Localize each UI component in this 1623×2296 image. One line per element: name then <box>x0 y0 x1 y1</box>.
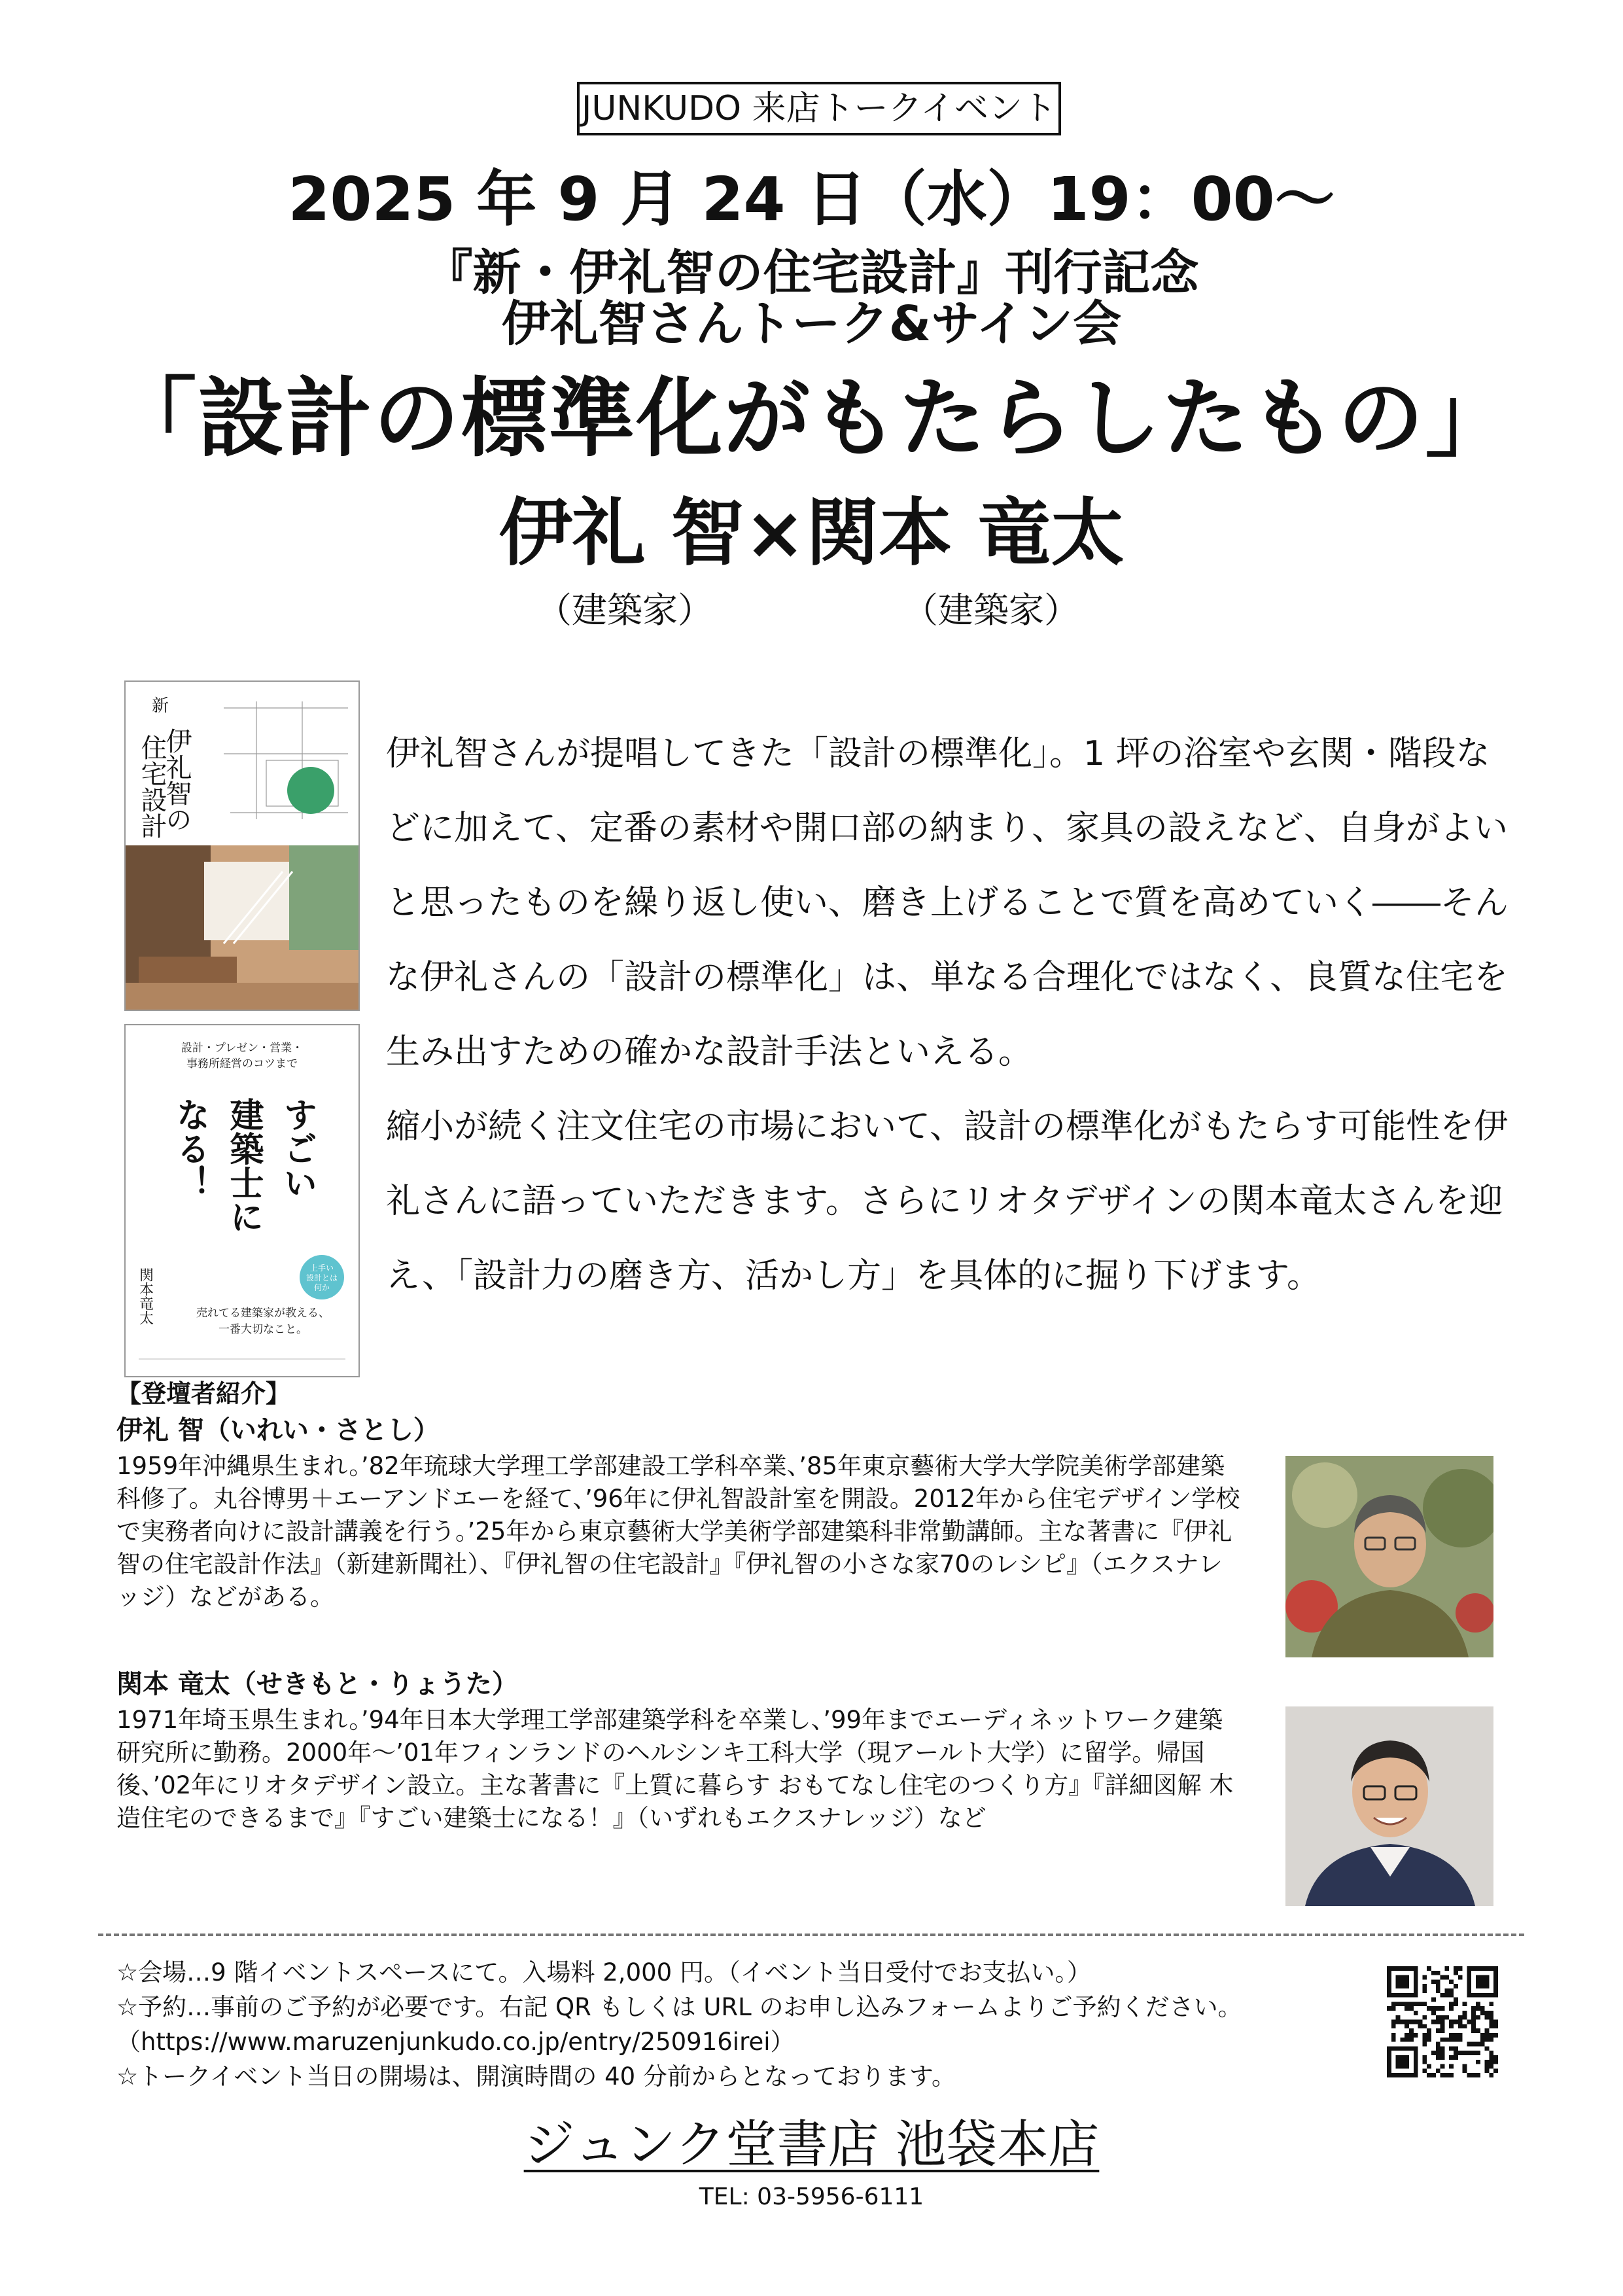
profile-sekimoto-bio: 1971年埼玉県生まれ。’94年日本大学理工学部建築学科を卒業し、’99年までエーディネットワーク建築研究所に勤務。2000年～’01年フィンランドのヘルシンキ工科大学（現アールト大学）に留学。帰国後、’02年にリオタデザイン設立。主な著書に『上質に暮らす おもてなし住宅のつくり方』『詳細図解 木造住宅のできるまで』『すごい建築士になる！』（いずれもエクスナレッジ）など <box>116 1706 1234 1832</box>
book2-top-line1: 設計・プレゼン・営業・ <box>181 1042 304 1055</box>
profiles-heading: 【登壇者紹介】 <box>116 1379 291 1408</box>
section-divider <box>98 1934 1524 1936</box>
speaker-names: 伊礼 智×関本 竜太 <box>498 491 1125 576</box>
book-cover-sekimoto-art <box>126 1025 358 1376</box>
qr-code-icon <box>1387 1966 1498 2077</box>
store-name: ジュンク堂書店 池袋本店 <box>523 2115 1100 2174</box>
info-reservation-url[interactable]: （https://www.maruzenjunkudo.co.jp/entry/250916irei） <box>116 2028 795 2056</box>
talk-signing-title: 伊礼智さんトーク&サイン会 <box>501 296 1122 352</box>
book1-prefix: 新 <box>152 696 169 716</box>
book-cover-sekimoto <box>124 1024 360 1377</box>
book-commemoration: 『新・伊礼智の住宅設計』刊行記念 <box>424 245 1199 301</box>
qr-code[interactable] <box>1387 1966 1498 2077</box>
speaker2-role: （建築家） <box>903 590 1079 631</box>
description-paragraph-1: 伊礼智さんが提唱してきた「設計の標準化」。1 坪の浴室や玄関・階段などに加えて、定番の素材や開口部の納まり、家具の設えなど、自身がよいと思ったものを繰り返し使い、磨き上げることで質を高めていく――そんな伊礼さんの「設計の標準化」は、単なる合理化ではなく、良質な住宅を生み出すための確かな設計手法といえる。 <box>386 734 1509 1072</box>
photo-sekimoto-art <box>1285 1706 1493 1906</box>
book2-bottom-line2: 一番大切なこと。 <box>218 1323 307 1336</box>
book1-badge <box>287 767 334 814</box>
event-description <box>386 716 1511 1313</box>
book2-title-col3: なる！ <box>170 1097 209 1199</box>
profile-sekimoto-name: 関本 竜太（せきもと・りょうた） <box>116 1669 518 1699</box>
photo-irei-art <box>1285 1456 1493 1657</box>
book2-title-col2: 建築士に <box>224 1097 263 1233</box>
book2-bottom-line1: 売れてる建築家が教える、 <box>196 1307 330 1320</box>
book2-badge-line2: 設計とは <box>305 1273 338 1282</box>
profile-irei-bio: 1959年沖縄県生まれ。’82年琉球大学理工学部建設工学科卒業、’85年東京藝術大学大学院美術学部建築科修了。丸谷博男＋エーアンドエーを経て、’96年に伊礼智設計室を開設。2012年から住宅デザイン学校で実務者向けに設計講義を行う。’25年から東京藝術大学美術学部建築科非常勤講師。主な著書に『伊礼智の住宅設計作法』（新建新聞社）、『伊礼智の住宅設計』『伊礼智の小さな家70のレシピ』（エクスナレッジ）などがある。 <box>116 1452 1240 1611</box>
book1-title-col2: 住宅設計 <box>137 734 167 839</box>
book1-title-col1: 伊礼智の <box>162 728 192 832</box>
main-title: 「設計の標準化がもたらしたもの」 <box>110 368 1513 469</box>
profile-irei-name: 伊礼 智（いれい・さとし） <box>116 1415 440 1445</box>
event-label-box: JUNKUDO 来店トークイベント <box>577 82 1061 135</box>
book2-author: 関本竜太 <box>137 1267 154 1325</box>
book2-badge-line1: 上手い <box>309 1263 334 1273</box>
info-doors-open: ☆トークイベント当日の開場は、開演時間の 40 分前からとなっております。 <box>116 2062 956 2091</box>
info-venue: ☆会場…9 階イベントスペースにて。入場料 2,000 円。（イベント当日受付でお支払い。） <box>116 1958 1091 1987</box>
photo-sekimoto <box>1285 1706 1493 1906</box>
event-date: 2025 年 9 月 24 日（水）19：00～ <box>288 164 1335 234</box>
speaker1-role: （建築家） <box>536 590 713 631</box>
book2-top-line2: 事務所経営のコツまで <box>186 1057 298 1070</box>
store-phone: TEL: 03-5956-6111 <box>699 2183 924 2210</box>
description-paragraph-2: 縮小が続く注文住宅の市場において、設計の標準化がもたらす可能性を伊礼さんに語っていただきます。さらにリオタデザインの関本竜太さんを迎え、「設計力の磨き方、活かし方」を具体的に掘り下げます。 <box>386 1107 1508 1296</box>
book2-badge-line3: 何か <box>313 1283 330 1292</box>
info-reservation: ☆予約…事前のご予約が必要です。右記 QR もしくは URL のお申し込みフォームよりご予約ください。 <box>116 1993 1242 2021</box>
book-cover-irei-art <box>126 682 358 1010</box>
photo-irei <box>1285 1456 1493 1657</box>
book2-title-col1: すごい <box>277 1097 317 1199</box>
book-cover-irei <box>124 680 360 1011</box>
